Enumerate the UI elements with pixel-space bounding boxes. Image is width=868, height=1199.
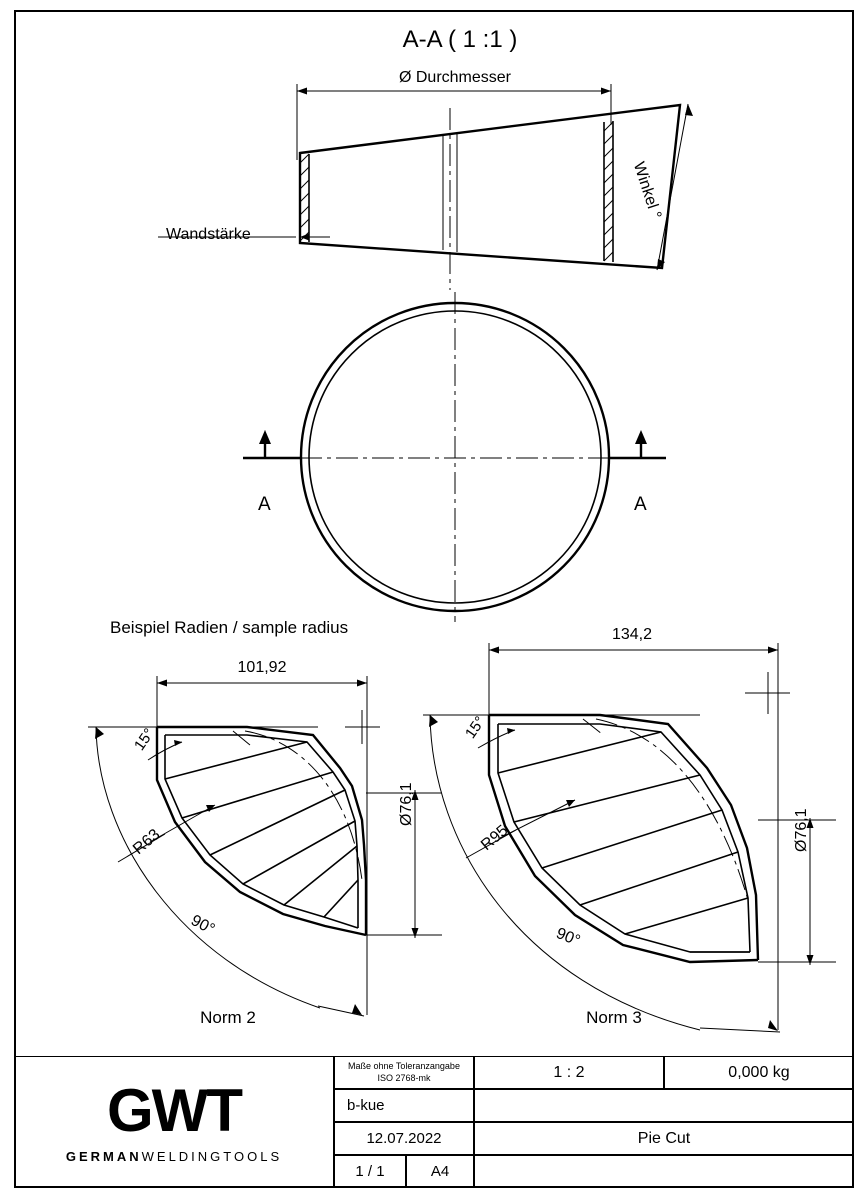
section-title: A-A ( 1 :1 ) [402, 26, 518, 53]
section-mark-right: A [634, 494, 647, 515]
norm3-caption: Norm 3 [586, 1008, 642, 1027]
norm2-caption: Norm 2 [200, 1008, 256, 1027]
empty-field [474, 1089, 854, 1122]
date: 12.07.2022 [334, 1122, 474, 1155]
part-name: Pie Cut [474, 1122, 854, 1155]
norm3-radius: R95 [478, 822, 512, 855]
norm2-pipe-diameter: Ø76,1 [398, 782, 415, 826]
norm2-radius: R63 [130, 826, 164, 859]
norm3-pipe-diameter: Ø76,1 [793, 808, 810, 852]
norm2-segment-angle: 15° [131, 725, 158, 754]
empty-field-bottom [474, 1155, 854, 1188]
diameter-label: Ø Durchmesser [398, 69, 512, 86]
tolerance-note-line2: ISO 2768-mk [377, 1072, 431, 1083]
norm3-bend-angle: 90° [553, 925, 583, 950]
logo-cell [14, 1056, 334, 1188]
sheet-number: 1 / 1 [334, 1155, 406, 1188]
section-mark-left: A [258, 494, 271, 515]
sample-radius-label: Beispiel Radien / sample radius [110, 618, 349, 637]
logo-text-rest: WELDINGTOOLS [141, 1148, 283, 1164]
drawn-by: b-kue [334, 1089, 474, 1122]
wall-thickness-label: Wandstärke [166, 226, 251, 243]
norm2-width: 101,92 [237, 659, 287, 676]
tolerance-note [334, 1056, 474, 1089]
scale: 1 : 2 [474, 1056, 664, 1089]
logo-text-bold: GERMAN [65, 1148, 142, 1164]
norm3-segment-angle: 15° [462, 713, 489, 742]
logo-mark: GWT [107, 1076, 241, 1144]
sheet-format: A4 [406, 1155, 474, 1188]
title-block [14, 1056, 854, 1188]
norm2-bend-angle: 90° [188, 912, 218, 939]
angle-label: Winkel ° [629, 160, 665, 222]
tolerance-note-line1: Maße ohne Toleranzangabe [348, 1061, 460, 1072]
norm3-width: 134,2 [611, 626, 653, 643]
weight: 0,000 kg [664, 1056, 854, 1089]
